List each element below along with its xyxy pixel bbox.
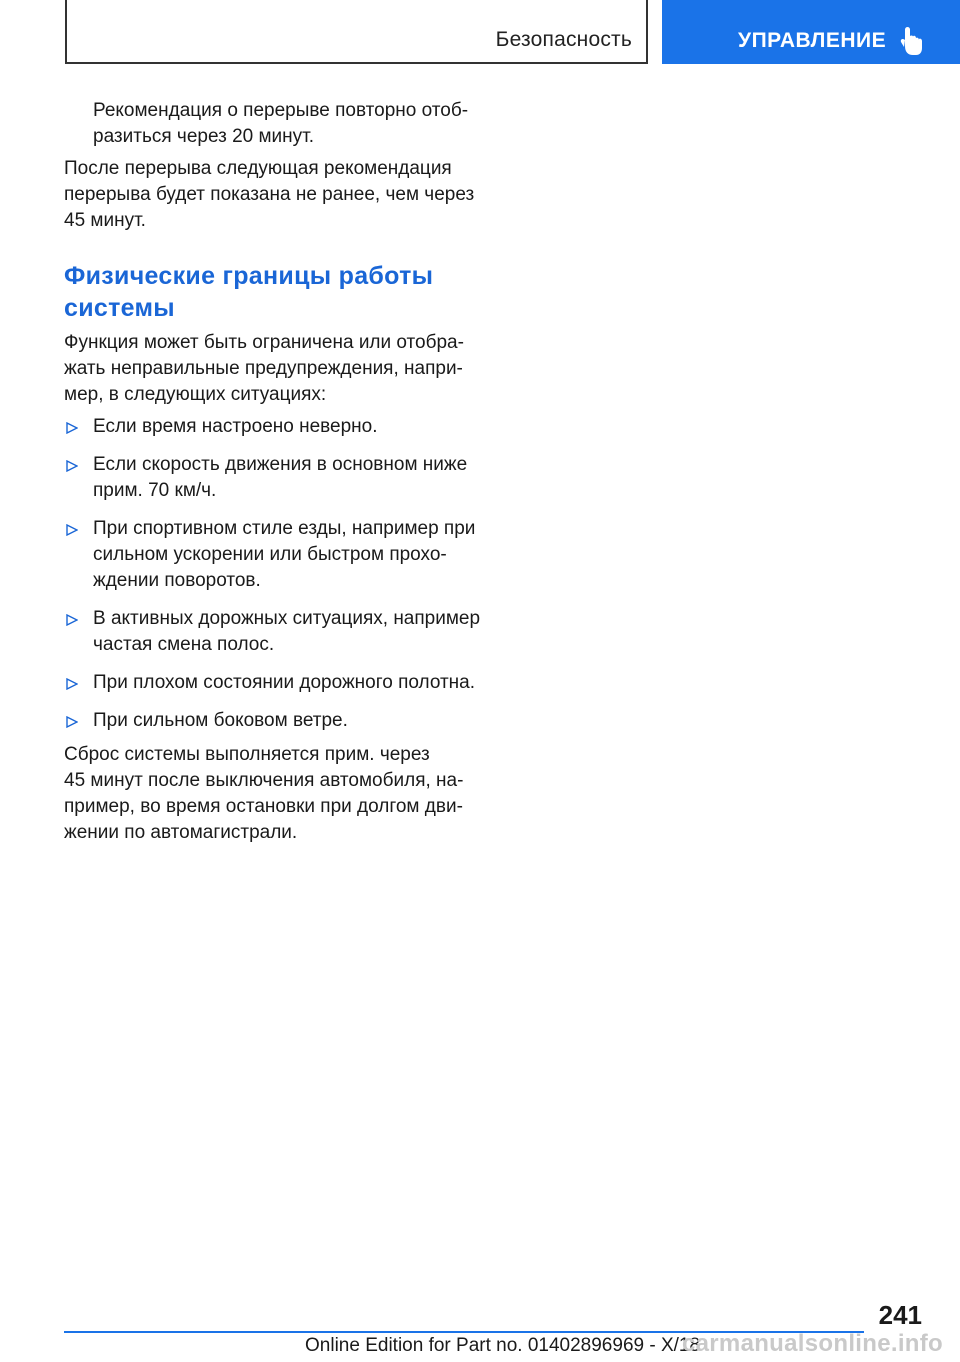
list-item [64,670,484,696]
footer-edition-text: Online Edition for Part no. 01402896969 - X/18 [305,1335,701,1356]
limitations-list [64,414,484,734]
page-number: 241 [878,1300,922,1330]
list-item [64,708,484,734]
chapter-tab[interactable] [662,0,960,64]
paragraph-system-reset [64,742,484,846]
watermark-site: carmanualsonline.info [682,1330,944,1357]
triangle-bullet-icon [66,524,78,536]
list-item [64,606,484,658]
paragraph-text: Рекомендация о перерыве повторно отоб- разиться через 20 минут. [93,100,469,147]
list-item [64,452,484,504]
paragraph-limitations-intro [64,330,484,408]
section-heading [64,260,484,324]
paragraph-next-reminder [64,156,484,234]
chapter-tab-label: УПРАВЛЕНИЕ [738,29,887,52]
hand-pointer-icon [898,26,924,56]
list-item-text: В активных дорожных ситуациях, например частая смена полос. [93,608,481,655]
paragraph-break-reminder [64,98,484,150]
header-section-box [65,0,648,64]
triangle-bullet-icon [66,422,78,434]
section-title: Безопасность [495,28,632,51]
list-item [64,414,484,440]
list-item-text: Если время настроено неверно. [93,416,378,437]
paragraph-text: Сброс системы выполняется прим. через 45 минут после выключения автомобиля, на- пример, во время остановки при долгом дви- жении по автомагистрали. [64,744,464,843]
triangle-bullet-icon [66,716,78,728]
triangle-bullet-icon [66,614,78,626]
list-item [64,516,484,594]
page-content [64,98,484,852]
list-item-text: При сильном боковом ветре. [93,710,348,731]
heading-text: Физические границы работы системы [64,262,434,322]
paragraph-text: Функция может быть ограничена или отобра- жать неправильные предупреждения, напри- мер, в следующих ситуациях: [64,332,464,405]
list-item-text: При плохом состоянии дорожного полотна. [93,672,476,693]
paragraph-text: После перерыва следующая рекомендация перерыва будет показана не ранее, чем через 45 минут. [64,158,475,231]
list-item-text: Если скорость движения в основном ниже прим. 70 км/ч. [93,454,468,501]
triangle-bullet-icon [66,460,78,472]
list-item-text: При спортивном стиле езды, например при сильном ускорении или быстром прохо- ждении поворотов. [93,518,476,591]
triangle-bullet-icon [66,678,78,690]
